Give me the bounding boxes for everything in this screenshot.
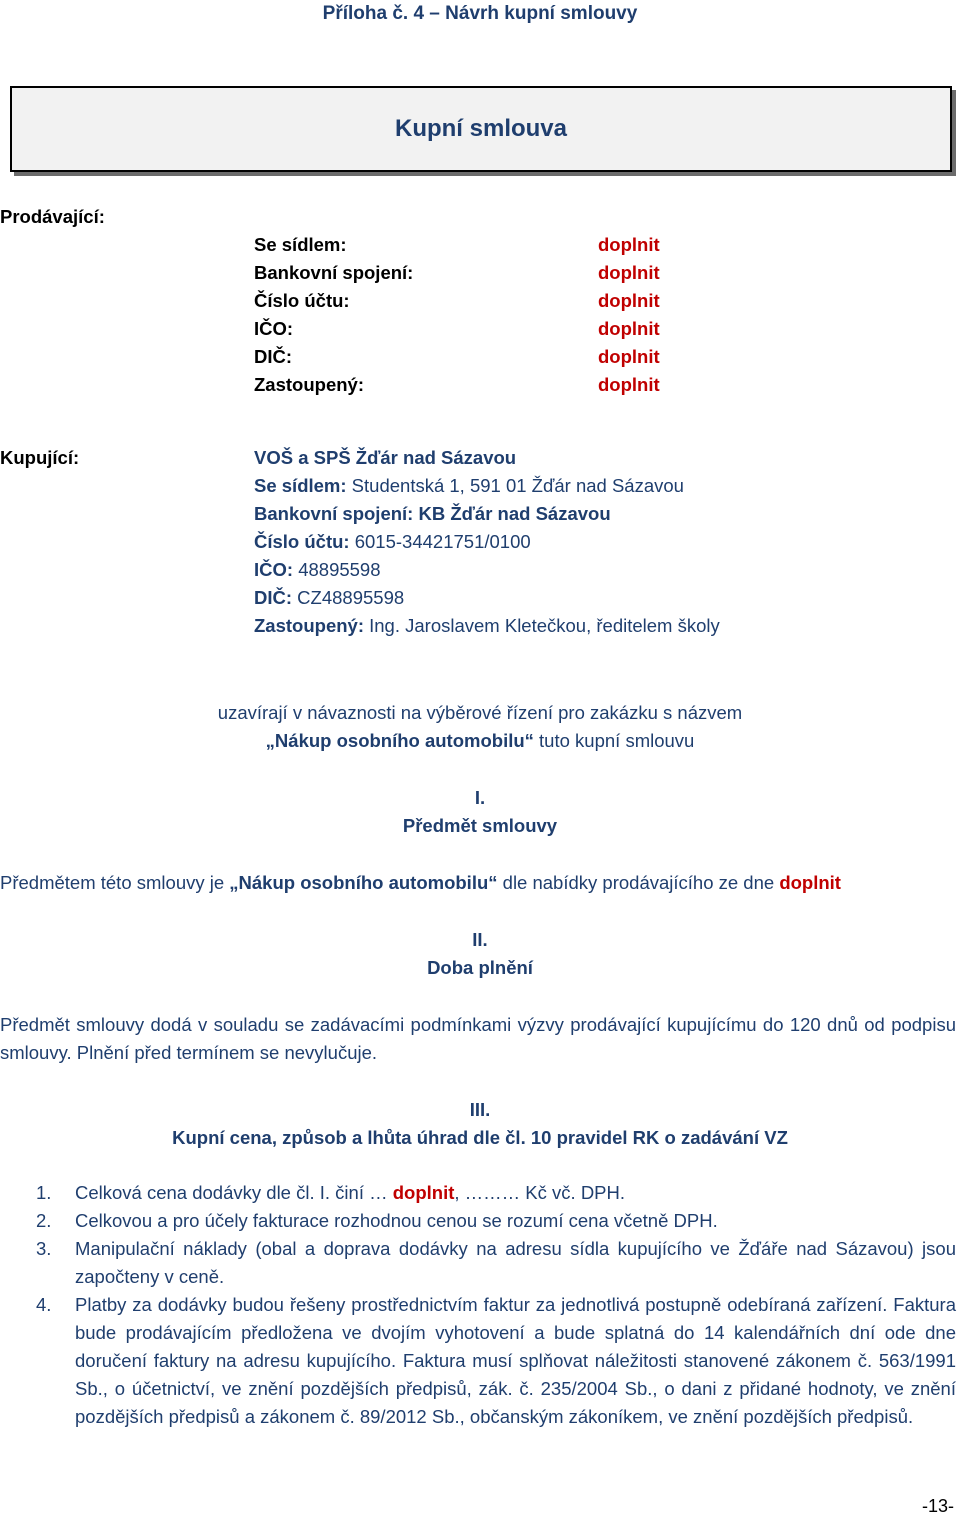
contract-title: Kupní smlouva: [394, 115, 568, 142]
buyer-dic-row: [254, 584, 404, 612]
buyer-ico-value: 48895598: [293, 559, 381, 580]
contract-title-box: [10, 86, 952, 172]
section-1-number: I.: [474, 787, 486, 808]
section-1-quote: „Nákup osobního automobilu“: [229, 872, 498, 893]
seller-dic-value: doplnit: [598, 346, 660, 367]
list-item: [36, 1235, 956, 1291]
list-item: [36, 1291, 956, 1431]
intro-quote-open: „: [265, 730, 275, 751]
buyer-bank-row: [254, 500, 611, 528]
seller-account-label: Číslo účtu:: [254, 290, 350, 311]
section-1-text: [0, 869, 841, 897]
buyer-seat-row: [254, 472, 684, 500]
list-item: [36, 1207, 956, 1235]
buyer-heading: Kupující:: [0, 447, 80, 468]
intro-line-2-rest: tuto kupní smlouvu: [533, 730, 695, 751]
buyer-representative-label: Zastoupený:: [254, 615, 364, 636]
intro-line-2: [0, 727, 960, 755]
list-item-text: Celková cena dodávky dle čl. I. činí …: [75, 1182, 393, 1203]
section-2-number: II.: [472, 929, 488, 950]
list-item-number: 4.: [36, 1294, 52, 1315]
buyer-seat-value: Studentská 1, 591 01 Žďár nad Sázavou: [346, 475, 684, 496]
list-item-fill: doplnit: [392, 1182, 455, 1203]
seller-representative-label: Zastoupený:: [254, 374, 364, 395]
list-item: [36, 1179, 956, 1207]
seller-dic-label: DIČ:: [254, 346, 293, 367]
section-2-title: Doba plnění: [427, 957, 533, 978]
list-item-text: Celkovou a pro účely fakturace rozhodnou cenou se rozumí cena včetně DPH.: [75, 1210, 718, 1231]
seller-account-value: doplnit: [598, 290, 660, 311]
buyer-account-row: [254, 528, 531, 556]
buyer-seat-label: Se sídlem:: [254, 475, 347, 496]
intro-line-1: uzavírají v návaznosti na výběrové řízení pro zakázku s názvem: [217, 702, 743, 723]
seller-ico-value: doplnit: [598, 318, 660, 339]
seller-representative-value: doplnit: [598, 374, 660, 395]
list-item-number: 3.: [36, 1238, 52, 1259]
buyer-representative-row: [254, 612, 720, 640]
list-item-text: Manipulační náklady (obal a doprava dodávky na adresu sídla kupujícího ve Žďáře nad Sázavou) jsou započteny v ceně.: [75, 1238, 956, 1287]
seller-bank-label: Bankovní spojení:: [254, 262, 414, 283]
seller-seat-label: Se sídlem:: [254, 234, 347, 255]
buyer-account-value: 6015-34421751/0100: [349, 531, 531, 552]
buyer-representative-value: Ing. Jaroslavem Kletečkou, ředitelem školy: [363, 615, 720, 636]
buyer-dic-value: CZ48895598: [292, 587, 405, 608]
page-header-title: Příloha č. 4 – Návrh kupní smlouvy: [322, 3, 638, 24]
seller-ico-label: IČO:: [254, 318, 294, 339]
section-1-fill: doplnit: [779, 872, 841, 893]
list-item-text: Platby za dodávky budou řešeny prostřednictvím faktur za jednotlivá postupně odebíraná zařízení. Faktura bude prodávajícím předložena ve dvojím vyhotovení a bude splatná do 14 kalendářních dní ode dne doručení faktury na adresu kupujícího. Faktura musí splňovat náležitosti stanovené zákonem č. 563/1991 Sb., o účetnictví, ve znění pozdějších předpisů, zák. č. 235/2004 Sb., o dani z přidané hodnoty, ve znění pozdějších předpisů a zákonem č. 89/2012 Sb., občanským zákoníkem, ve znění pozdějších předpisů.: [75, 1294, 956, 1427]
section-3-title: Kupní cena, způsob a lhůta úhrad dle čl. 10 pravidel RK o zadávání VZ: [172, 1127, 788, 1148]
section-1-title: Předmět smlouvy: [402, 815, 558, 836]
buyer-ico-label: IČO:: [254, 559, 294, 580]
seller-seat-value: doplnit: [598, 234, 660, 255]
buyer-ico-row: [254, 556, 381, 584]
page-number: -13-: [921, 1496, 954, 1516]
seller-bank-value: doplnit: [598, 262, 660, 283]
section-1-text-after: dle nabídky prodávajícího ze dne: [497, 872, 780, 893]
buyer-dic-label: DIČ:: [254, 587, 293, 608]
price-terms-list: [36, 1179, 956, 1431]
seller-heading: Prodávající:: [0, 206, 105, 227]
section-3-number: III.: [469, 1099, 491, 1120]
list-item-number: 2.: [36, 1210, 52, 1231]
section-2-text: Předmět smlouvy dodá v souladu se zadávacími podmínkami výzvy prodávající kupujícímu do 120 dnů od podpisu smlouvy. Plnění před termínem se nevylučuje.: [0, 1014, 956, 1063]
intro-contract-name: Nákup osobního automobilu: [274, 730, 525, 751]
intro-quote-close: “: [524, 730, 534, 751]
buyer-name: VOŠ a SPŠ Žďár nad Sázavou: [254, 447, 517, 468]
section-1-text-before: Předmětem této smlouvy je: [0, 872, 230, 893]
buyer-account-label: Číslo účtu:: [254, 531, 350, 552]
list-item-text-after: , ……… Kč vč. DPH.: [454, 1182, 626, 1203]
buyer-bank-label: Bankovní spojení: KB Žďár nad Sázavou: [254, 503, 611, 524]
list-item-number: 1.: [36, 1182, 52, 1203]
